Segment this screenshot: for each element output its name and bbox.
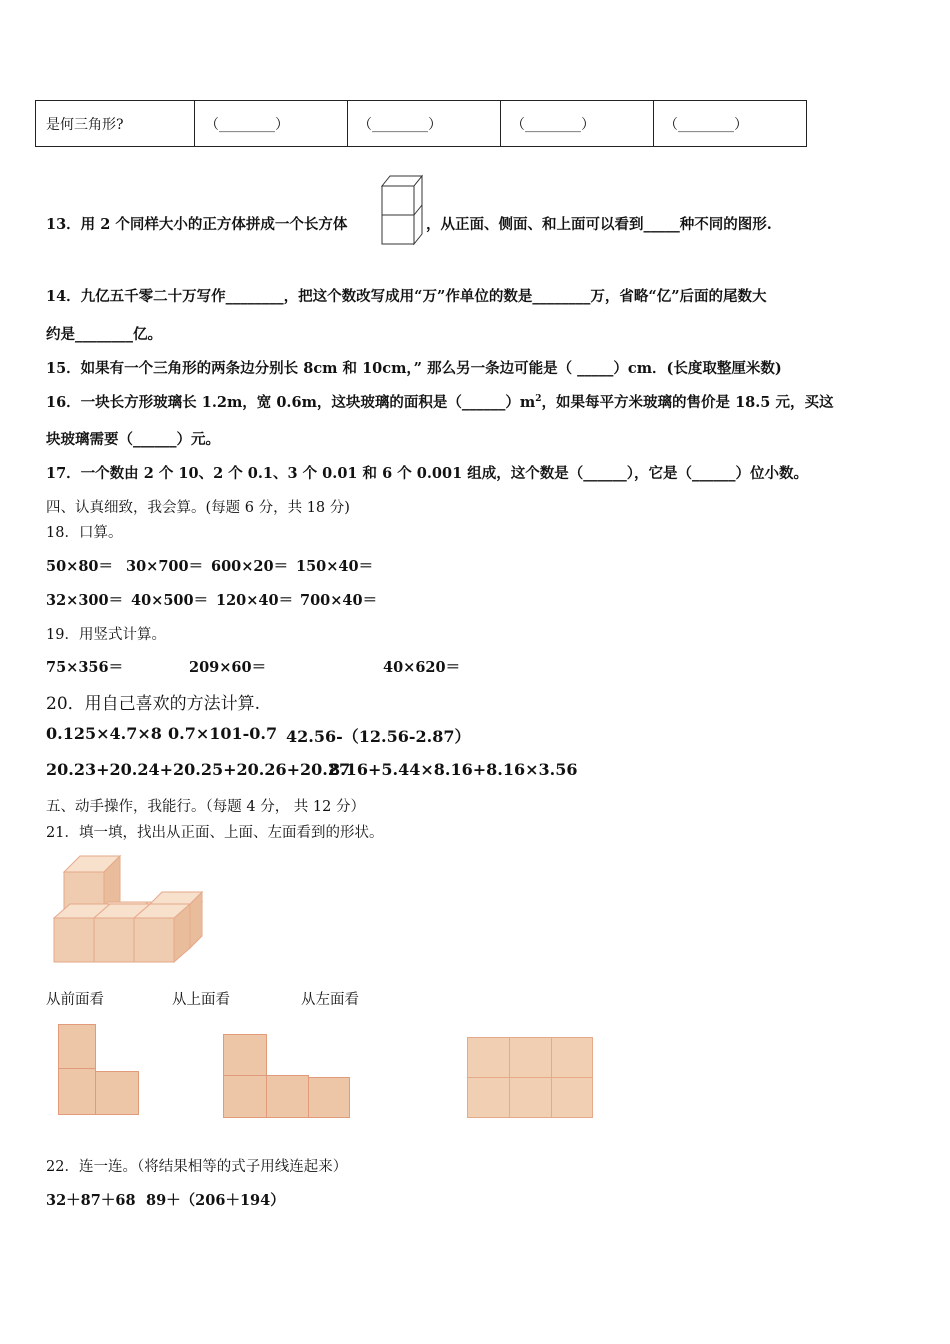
question-19-title: 19．用竖式计算。	[46, 627, 166, 643]
view-block	[551, 1077, 593, 1118]
q19-item: 209×60＝	[189, 659, 267, 676]
q20-item: 0.125×4.7×8	[46, 724, 162, 743]
table-row	[36, 101, 807, 147]
view-label-left: 从左面看	[301, 992, 359, 1008]
q18-item: 40×500＝	[131, 592, 209, 609]
q19-item: 40×620＝	[383, 659, 461, 676]
q18-item: 120×40＝	[216, 592, 294, 609]
q16-superscript: 2	[535, 394, 542, 405]
view-block	[467, 1037, 510, 1078]
q13-text-after: ，从正面、侧面、和上面可以看到_____种不同的图形.	[426, 216, 772, 233]
question-16-line2: 块玻璃需要（______）元。	[46, 431, 220, 448]
table-blank-cell[interactable]: （________）	[654, 101, 807, 147]
block-structure-figure	[50, 850, 210, 968]
q18-item: 30×700＝	[126, 558, 204, 575]
view-block	[223, 1075, 267, 1118]
question-16-line1	[46, 391, 833, 412]
stacked-cubes-figure	[380, 174, 424, 246]
q18-item: 150×40＝	[296, 558, 374, 575]
view-label-top: 从上面看	[172, 992, 230, 1008]
section-5-heading: 五、动手操作，我能行。（每题 4 分， 共 12 分）	[46, 799, 365, 815]
view-label-front: 从前面看	[46, 992, 104, 1008]
q18-item: 700×40＝	[300, 592, 378, 609]
q19-item: 75×356＝	[46, 659, 124, 676]
question-13	[46, 213, 347, 234]
table-label-cell: 是何三角形?	[36, 101, 195, 147]
q20-item: 42.56-（12.56-2.87）	[286, 727, 471, 746]
view-block	[467, 1077, 510, 1118]
q20-item: 20.23+20.24+20.25+20.26+20.27	[46, 760, 351, 779]
question-17: 17．一个数由 2 个 10、2 个 0.1、3 个 0.01 和 6 个 0.001 组成，这个数是（______），它是（______）位小数。	[46, 465, 808, 482]
view-block	[266, 1075, 309, 1118]
view-block	[223, 1034, 267, 1076]
view-block	[308, 1077, 350, 1118]
table-blank-cell[interactable]: （________）	[501, 101, 654, 147]
view-block	[509, 1037, 552, 1078]
q16-text-b: ，如果每平方米玻璃的售价是 18.5 元，买这	[541, 394, 834, 411]
q22-item: 32＋87＋68	[46, 1192, 136, 1209]
q20-item: 8.16+5.44×8.16+8.16×3.56	[329, 760, 578, 779]
question-15: 15．如果有一个三角形的两条边分别长 8cm 和 10cm，” 那么另一条边可能是（ _____）cm．(长度取整厘米数)	[46, 360, 782, 377]
table-blank-cell[interactable]: （________）	[195, 101, 348, 147]
q16-text-a: 16．一块长方形玻璃长 1.2m，宽 0.6m，这块玻璃的面积是（______）m	[46, 394, 536, 411]
q18-item: 50×80＝	[46, 558, 114, 575]
question-20-title: 20．用自己喜欢的方法计算.	[46, 694, 261, 714]
view-block	[58, 1068, 96, 1115]
question-14-line1: 14．九亿五千零二十万写作________，把这个数改写成用“万”作单位的数是________万，省略“亿”后面的尾数大	[46, 288, 767, 305]
question-14-line2: 约是________亿。	[46, 326, 162, 343]
section-4-heading: 四、认真细致，我会算。(每题 6 分，共 18 分)	[46, 500, 350, 516]
q13-text-before: 13．用 2 个同样大小的正方体拼成一个长方体	[46, 216, 348, 233]
view-block	[551, 1037, 593, 1078]
q20-item: 0.7×101-0.7	[168, 724, 278, 743]
view-block	[509, 1077, 552, 1118]
question-18-title: 18．口算。	[46, 525, 123, 541]
view-block	[95, 1071, 139, 1115]
triangle-type-table	[35, 100, 807, 147]
q18-item: 600×20＝	[211, 558, 289, 575]
question-21-title: 21．填一填，找出从正面、上面、左面看到的形状。	[46, 825, 384, 841]
q18-item: 32×300＝	[46, 592, 124, 609]
q22-item: 89＋（206＋194）	[146, 1192, 285, 1209]
view-block	[58, 1024, 96, 1070]
table-blank-cell[interactable]: （________）	[348, 101, 501, 147]
question-22-title: 22．连一连。（将结果相等的式子用线连起来）	[46, 1159, 348, 1175]
